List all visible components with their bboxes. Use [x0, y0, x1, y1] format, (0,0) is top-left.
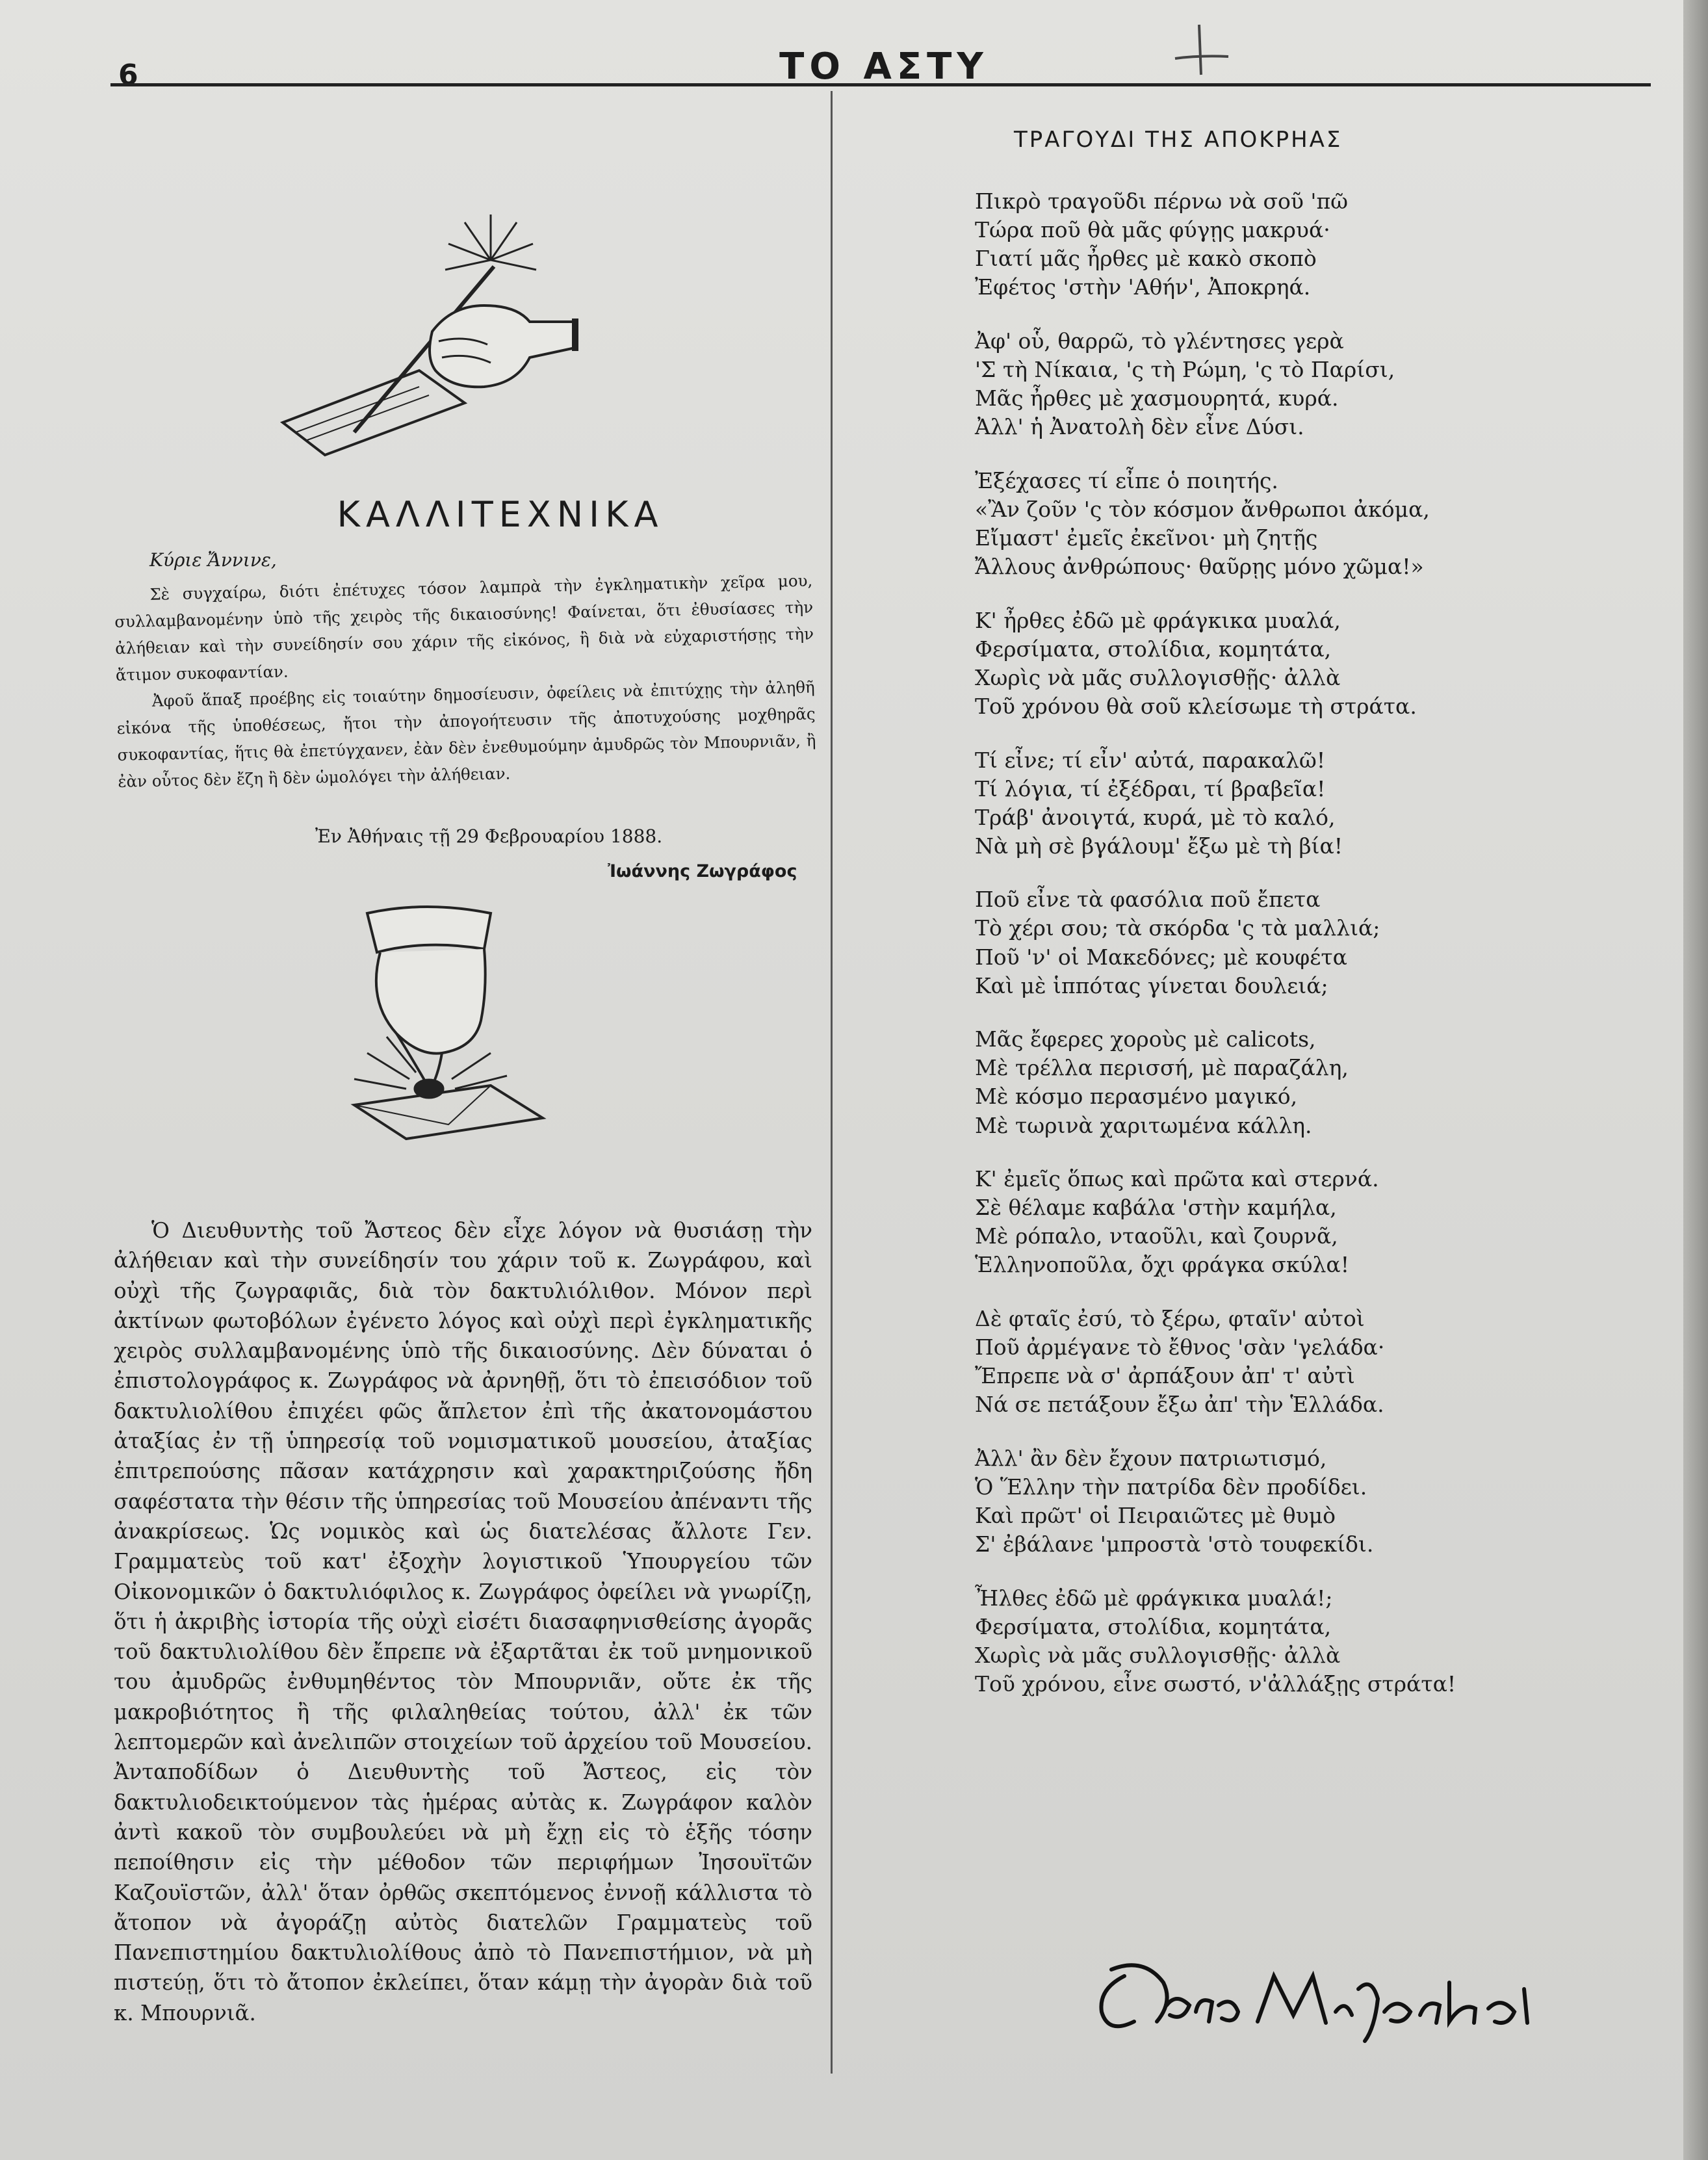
poem-verse: Ὁ Ἕλλην τὴν πατρίδα δὲν προδίδει.	[975, 1474, 1367, 1500]
poem-stanza	[975, 746, 1618, 861]
page-edge	[1683, 0, 1708, 2160]
poem-stanza	[975, 467, 1618, 581]
poem-verse: Τοῦ χρόνου θὰ σοῦ κλείσωμε τὴ στράτα.	[975, 693, 1417, 719]
poem-verse: Ποῦ 'ν' οἱ Μακεδόνες; μὲ κουφέτα	[975, 944, 1347, 970]
hand-stamp-illustration-icon	[328, 897, 562, 1144]
poem-verse: Ἀφ' οὗ, θαρρῶ, τὸ γλέντησες γερὰ	[975, 328, 1344, 354]
poem-verse: Κ' ἦρθες ἐδῶ μὲ φράγκικα μυαλά,	[975, 607, 1341, 633]
poem-verse: Μὲ τρέλλα περισσή, μὲ παραζάλη,	[975, 1055, 1349, 1081]
poem-verse: Μὲ τωρινὰ χαριτωμένα κάλλη.	[975, 1112, 1312, 1138]
poem-verse: Ἑλληνοποῦλα, ὄχι φράγκα σκύλα!	[975, 1252, 1349, 1278]
poem-verse: Ποῦ ἀρμέγανε τὸ ἔθνος 'σὰν 'γελάδα·	[975, 1334, 1385, 1360]
poem	[975, 187, 1618, 1724]
page-number: 6	[118, 59, 138, 92]
letter-signature: Ἰωάννης Ζωγράφος	[608, 861, 797, 881]
poem-verse: Χωρὶς νὰ μᾶς συλλογισθῇς· ἀλλὰ	[975, 664, 1341, 690]
editorial-reply	[114, 1216, 812, 2028]
letter-paragraph: Σὲ συγχαίρω, διότι ἐπέτυχες τόσον λαμπρὰ τὴν ἐγκληματικὴν χεῖρα μου, συλλαμβανομένην ὑπὸ τῆς χειρὸς τῆς δικαιοσύνης! Φαίνεται, ὅτι ἐθυσίασες τὴν ἀλήθειαν καὶ τὴν συνείδησίν σου χάριν τῆς εἰκόνος, ἢ διὰ νὰ εὐχαριστήσῃς τὴν ἄτιμον συκοφαντίαν.	[114, 571, 814, 684]
poem-verse: Ἄλλους ἀνθρώπους· θαῦρῃς μόνο χῶμα!»	[975, 554, 1424, 580]
poem-verse: Ἔπρεπε νὰ σ' ἀρπάξουν ἀπ' τ' αὐτὶ	[975, 1363, 1355, 1389]
poem-verse: Φερσίματα, στολίδια, κομητάτα,	[975, 1613, 1332, 1639]
poem-verse: Ἀλλ' ἡ Ἀνατολὴ δὲν εἶνε Δύσι.	[975, 414, 1304, 440]
poem-verse: Πικρὸ τραγοῦδι πέρνω νὰ σοῦ 'πῶ	[975, 189, 1349, 214]
poem-verse: Εἴμαστ' ἐμεῖς ἐκεῖνοι· μὴ ζητῇς	[975, 525, 1318, 551]
article-title: ΚΑΛΛΙΤΕΧΝΙΚΑ	[337, 494, 664, 535]
poem-verse: Τοῦ χρόνου, εἶνε σωστό, ν'ἀλλάξῃς στράτα!	[975, 1671, 1456, 1697]
pen-mark-icon	[1163, 20, 1235, 78]
writing-hand-illustration-icon	[270, 208, 582, 468]
poem-stanza	[975, 1584, 1618, 1698]
letter-salutation: Κύριε Ἄννινε,	[149, 549, 277, 571]
poem-stanza	[975, 885, 1618, 1000]
poem-verse: Μὲ κόσμο περασμένο μαγικό,	[975, 1084, 1298, 1110]
reply-paragraph: Ὁ Διευθυντὴς τοῦ Ἄστεος δὲν εἶχε λόγον νὰ θυσιάσῃ τὴν ἀλήθειαν καὶ τὴν συνείδησίν του χάριν τοῦ κ. Ζωγράφου, καὶ οὐχὶ τῆς ζωγραφιᾶς, διὰ τὸν δακτυλιόλιθον. Μόνον περὶ ἀκτίνων φωτοβόλων ἐγένετο λόγος καὶ οὐχὶ περὶ ἐγκληματικῆς χειρὸς συλλαμβανομένης ὑπὸ τῆς δικαιοσύνης. Δὲν δύναται ὁ ἐπιστολογράφος κ. Ζωγράφος νὰ ἀρνηθῇ, ὅτι τὸ ἐπεισόδιον τοῦ δακτυλιολίθου ἐπιχέει φῶς ἄπλετον ἐπὶ τῆς ἀκατονομάστου ἀταξίας ἐν τῇ ὑπηρεσίᾳ τοῦ νομισματικοῦ μουσείου, ἀταξίας ἐπιτρεπούσης πᾶσαν κατάχρησιν καὶ χαρακτηριζούσης ἤδη σαφέστατα τὴν θέσιν τῆς ὑπηρεσίας τοῦ Μουσείου ἀπέναντι τῆς ἀνακρίσεως. Ὡς νομικὸς καὶ ὡς διατελέσας ἄλλοτε Γεν. Γραμματεὺς τοῦ κατ' ἐξοχὴν λογιστικοῦ Ὑπουργείου τῶν Οἰκονομικῶν ὁ δακτυλιόφιλος κ. Ζωγράφος ὀφείλει νὰ γνωρίζῃ, ὅτι ἡ ἀκριβὴς ἱστορία τῆς οὐχὶ εἰσέτι διασαφηνισθείσης ἀγορᾶς τοῦ δακτυλιολίθου δὲν ἔπρεπε νὰ ἐξαρτᾶται ἐκ τοῦ μνημονικοῦ του ἀμυδρῶς ἐνθυμηθέντος τὸν Μπουρνιᾶν, οὔτε ἐκ τῆς μακροβιότητος ἢ τῆς φιλαληθείας τούτου, ἀλλ' ἐκ τῶν λεπτομερῶν καὶ ἀνελιπῶν στοιχείων τοῦ ἀρχείου τοῦ Μουσείου. Ἀνταποδίδων ὁ Διευθυντὴς τοῦ Ἄστεος, εἰς τὸν δακτυλιοδεικτούμενον τὰς ἡμέρας αὐτὰς κ. Ζωγράφον καλὸν ἀντὶ κακοῦ τὸν συμβουλεύει νὰ μὴ ἔχῃ εἰς τὸ ἑξῆς τόσην πεποίθησιν εἰς τὴν μέθοδον τῶν περιφήμων Ἰησουϊτῶν Καζουϊστῶν, ἀλλ' ὅταν ὀρθῶς σκεπτόμενος ἐννοῇ κάλλιστα τὸ ἄτοπον νὰ ἀγοράζῃ αὐτὸς διατελῶν Γραμματεὺς τοῦ Πανεπιστημίου δακτυλιολίθους ἀπὸ τὸ Πανεπιστήμιον, νὰ μὴ πιστεύῃ, ὅτι τὸ ἄτοπον ἐκλείπει, ὅταν κάμῃ τὴν ἀγορὰν διὰ τοῦ κ. Μπουρνιᾶ.	[114, 1218, 812, 2025]
signature-autograph-icon	[1085, 1950, 1553, 2048]
poem-verse: Ἐφέτος 'στὴν 'Αθήν', Ἀποκρηά.	[975, 274, 1311, 300]
poem-verse: Τώρα ποῦ θὰ μᾶς φύγῃς μακρυά·	[975, 217, 1330, 243]
poem-verse: Μᾶς ἔφερες χοροὺς μὲ calicots,	[975, 1026, 1316, 1052]
letter-dateline: Ἐν Ἀθήναις τῇ 29 Φεβρουαρίου 1888.	[315, 826, 663, 847]
poem-title: ΤΡΑΓΟΥΔΙ ΤΗΣ ΑΠΟΚΡΗΑΣ	[1014, 127, 1343, 153]
poem-stanza	[975, 606, 1618, 721]
poem-verse: «Ἂν ζοῦν 'ς τὸν κόσμον ἄνθρωποι ἀκόμα,	[975, 496, 1430, 522]
poem-verse: Μὲ ρόπαλο, νταοῦλι, καὶ ζουρνᾶ,	[975, 1223, 1338, 1249]
poem-verse: Γιατί μᾶς ἦρθες μὲ κακὸ σκοπὸ	[975, 246, 1317, 272]
letter-paragraph: Ἀφοῦ ἅπαξ προέβης εἰς τοιαύτην δημοσίευσιν, ὀφείλεις νὰ ἐπιτύχῃς τὴν ἀληθῆ εἰκόνα τῆς ὑποθέσεως, ἤτοι τὴν ἀπογοήτευσιν τῆς ἀποτυχούσης μοχθηρᾶς συκοφαντίας, ἥτις θὰ ἐπετύγχανεν, ἐὰν δὲν ἐνεθυμούμην ἀμυδρῶς τὸν Μπουρνιᾶν, ἢ ἐὰν οὗτος δὲν ἔζη ἢ δὲν ὡμολόγει τὴν ἀλήθειαν.	[116, 677, 816, 791]
poem-verse: Κ' ἐμεῖς ὅπως καὶ πρῶτα καὶ στερνά.	[975, 1166, 1379, 1192]
poem-stanza	[975, 1025, 1618, 1139]
poem-verse: Μᾶς ἦρθες μὲ χασμουρητά, κυρά.	[975, 385, 1339, 411]
poem-stanza	[975, 1444, 1618, 1559]
poem-verse: Δὲ φταῖς ἐσύ, τὸ ξέρω, φταῖν' αὐτοὶ	[975, 1306, 1365, 1331]
poem-stanza	[975, 327, 1618, 441]
poem-verse: Χωρὶς νὰ μᾶς συλλογισθῇς· ἀλλὰ	[975, 1642, 1341, 1668]
poem-stanza	[975, 1305, 1618, 1419]
poem-verse: Ἦλθες ἐδῶ μὲ φράγκικα μυαλά!;	[975, 1585, 1333, 1611]
poem-stanza	[975, 1165, 1618, 1279]
header-rule	[110, 83, 1651, 86]
letter-body	[114, 567, 817, 794]
poem-verse: Τί εἶνε; τί εἶν' αὐτά, παρακαλῶ!	[975, 747, 1326, 773]
masthead: ΤΟ ΑΣΤΥ	[779, 46, 989, 88]
poem-verse: 'Σ τὴ Νίκαια, 'ς τὴ Ρώμη, 'ς τὸ Παρίσι,	[975, 356, 1395, 382]
poem-verse: Τί λόγια, τί ἐξέδραι, τί βραβεῖα!	[975, 775, 1326, 801]
poem-verse: Ποῦ εἶνε τὰ φασόλια ποῦ ἔπετα	[975, 887, 1321, 913]
poem-verse: Τὸ χέρι σου; τὰ σκόρδα 'ς τὰ μαλλιά;	[975, 915, 1380, 941]
poem-verse: Καὶ πρῶτ' οἱ Πειραιῶτες μὲ θυμὸ	[975, 1503, 1336, 1529]
poem-verse: Νὰ μὴ σὲ βγάλουμ' ἔξω μὲ τὴ βία!	[975, 833, 1343, 859]
poem-verse: Ἐξέχασες τί εἶπε ὁ ποιητής.	[975, 467, 1278, 493]
poem-verse: Σ' ἐβάλανε 'μπροστὰ 'στὸ τουφεκίδι.	[975, 1531, 1374, 1557]
poem-verse: Ἀλλ' ἂν δὲν ἔχουν πατριωτισμό,	[975, 1445, 1327, 1471]
poem-verse: Νά σε πετάξουν ἔξω ἀπ' τὴν Ἑλλάδα.	[975, 1392, 1384, 1418]
poem-verse: Σὲ θέλαμε καβάλα 'στὴν καμήλα,	[975, 1195, 1337, 1221]
poem-stanza	[975, 187, 1618, 302]
column-divider	[831, 91, 833, 2074]
poem-verse: Τράβ' ἀνοιγτά, κυρά, μὲ τὸ καλό,	[975, 804, 1336, 830]
poem-verse: Φερσίματα, στολίδια, κομητάτα,	[975, 636, 1332, 662]
poem-verse: Καὶ μὲ ἱππότας γίνεται δουλειά;	[975, 972, 1328, 998]
